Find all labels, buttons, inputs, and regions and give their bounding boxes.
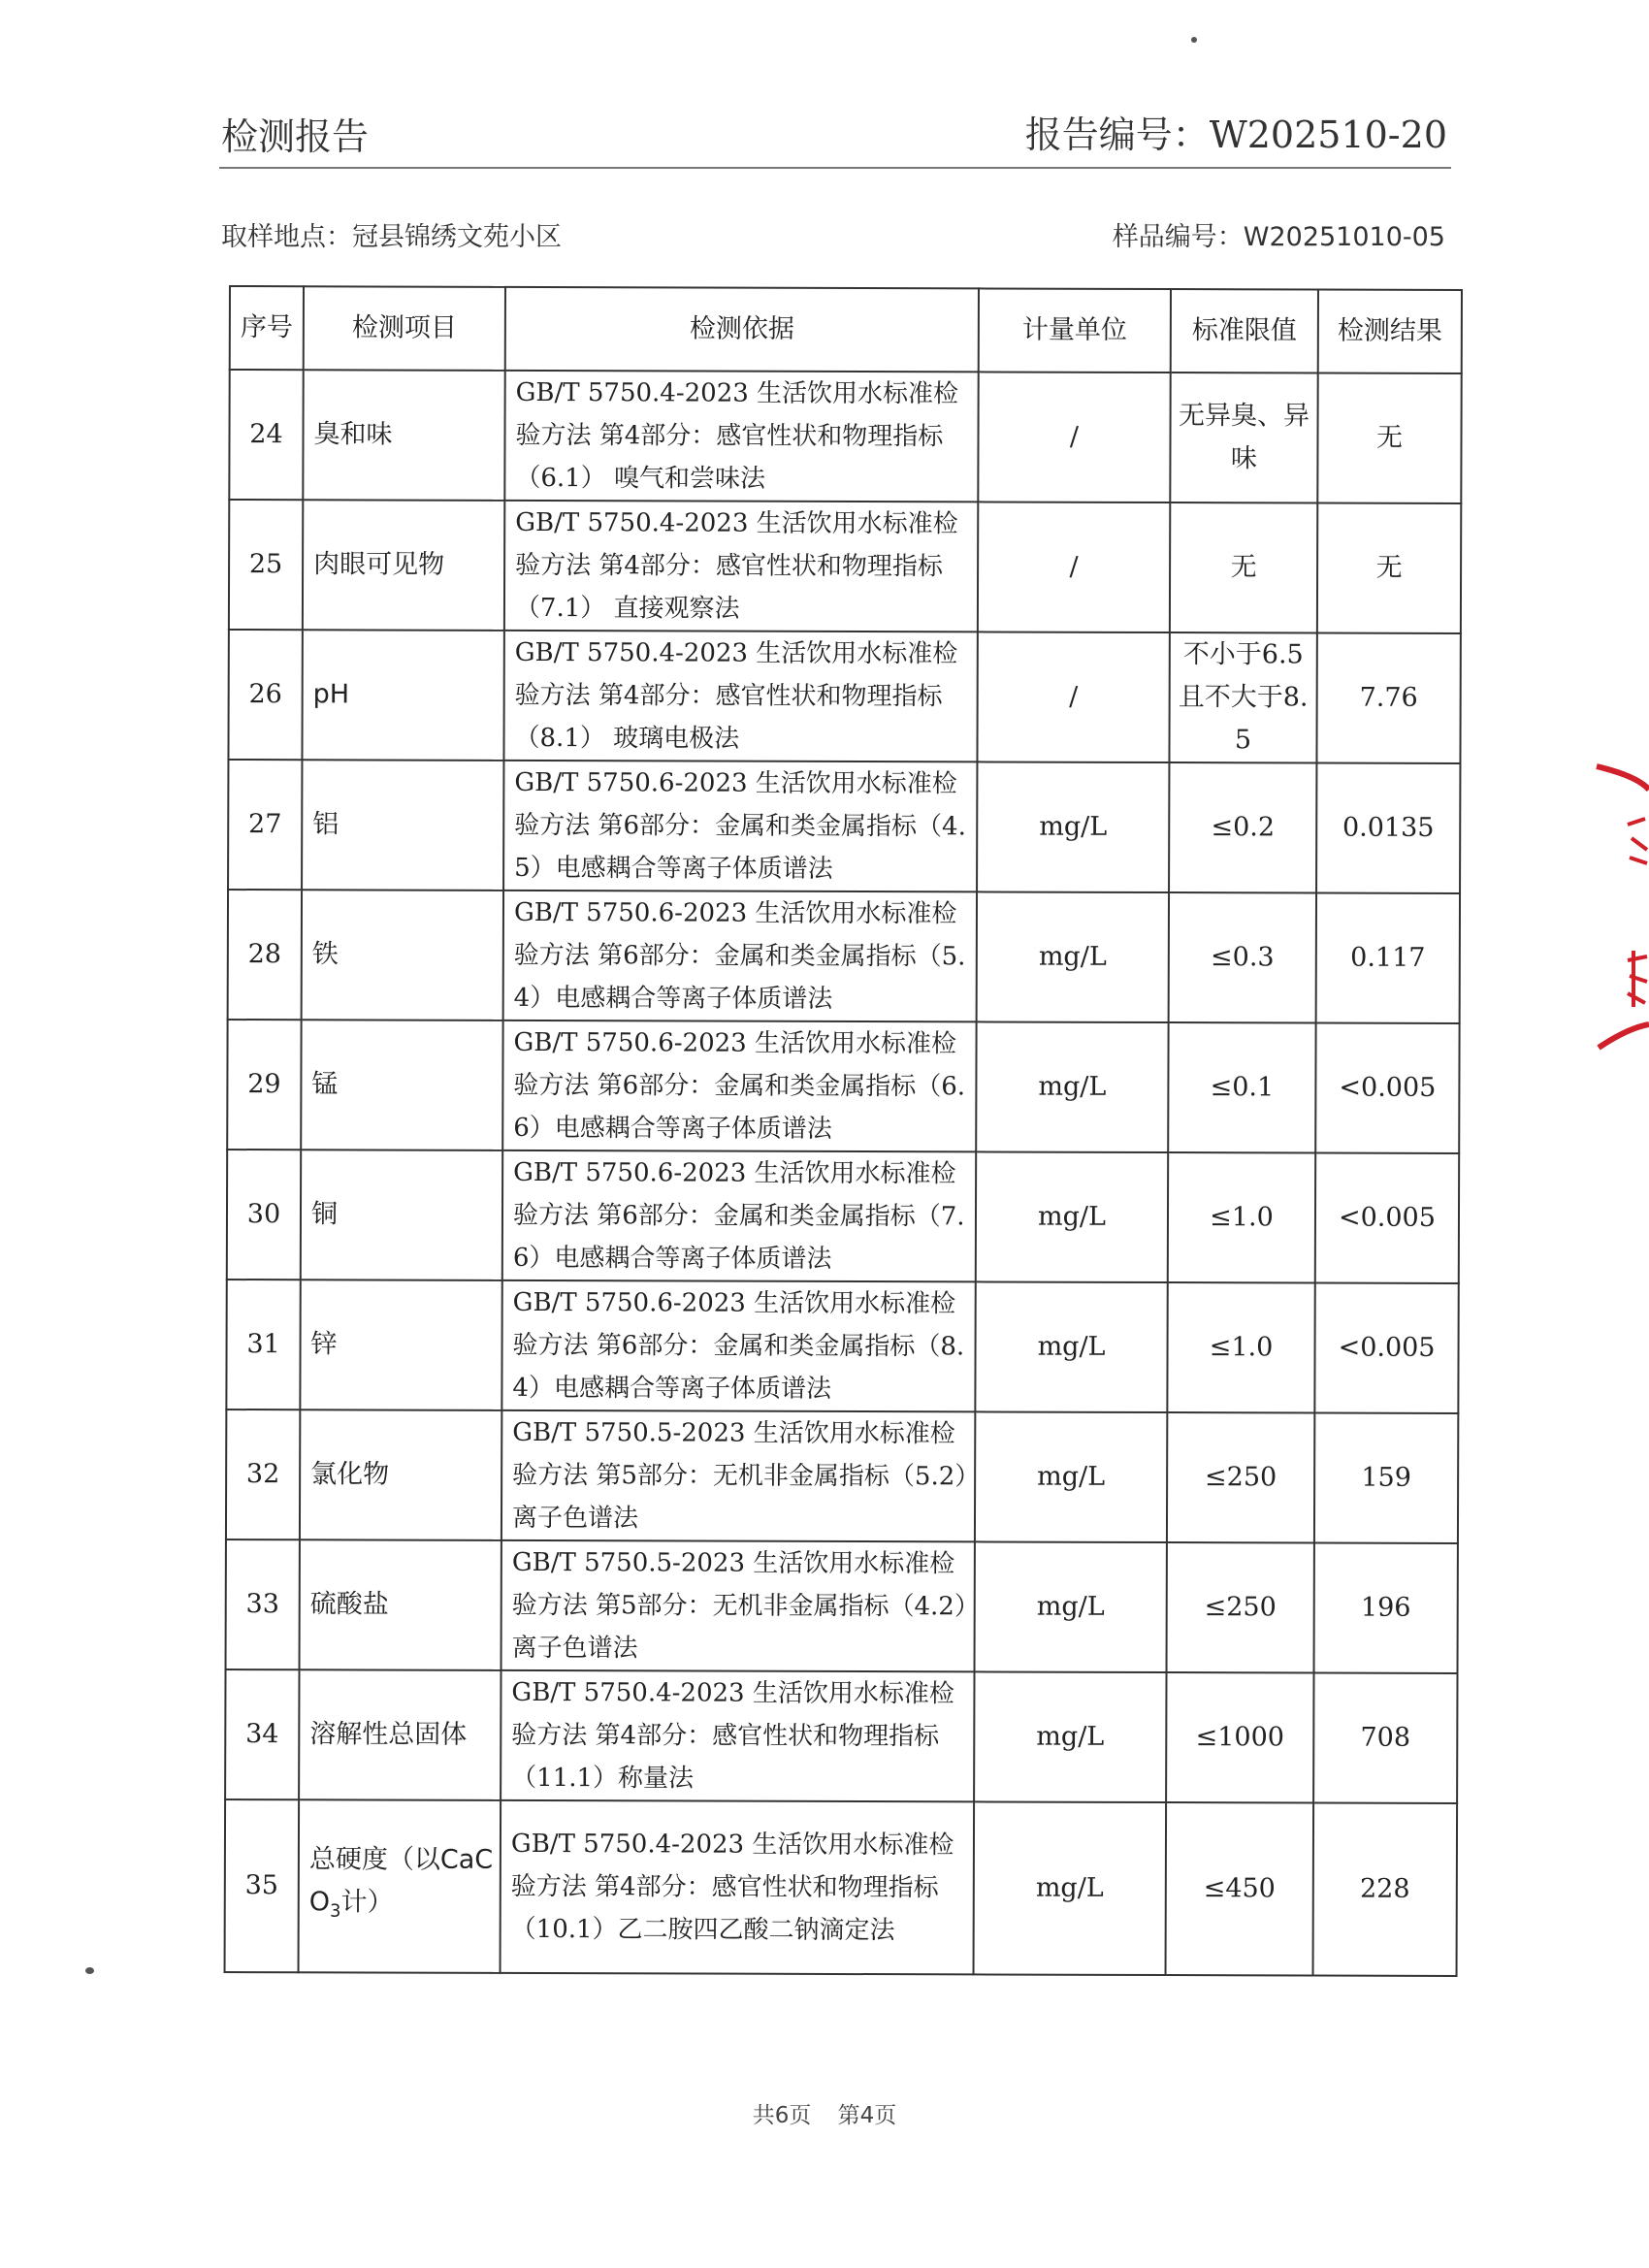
standard-limit: ≤450 [1166, 1802, 1314, 1975]
test-result: <0.005 [1315, 1023, 1459, 1153]
test-result: 无 [1317, 373, 1461, 503]
test-basis: GB/T 5750.4-2023 生活饮用水标准检验方法 第4部分：感官性状和物理指标（6.1） 嗅气和尝味法 [504, 371, 978, 502]
table-row [225, 1669, 1457, 1803]
table-row [226, 1539, 1458, 1673]
row-number: 24 [229, 370, 303, 500]
test-result: 708 [1313, 1673, 1457, 1803]
sampling-location: 取样地点：冠县锦绣文苑小区 [221, 222, 562, 252]
standard-limit: ≤0.2 [1169, 762, 1316, 892]
standard-limit: ≤250 [1167, 1542, 1314, 1672]
standard-limit: 无 [1170, 502, 1317, 632]
row-number: 32 [226, 1409, 300, 1539]
table-header-row [230, 286, 1462, 373]
seal-arc [1597, 766, 1649, 790]
unit: mg/L [975, 1541, 1167, 1672]
row-number: 27 [228, 760, 302, 890]
test-results-table [224, 285, 1463, 1977]
scan-speck [1191, 37, 1197, 43]
table-row [225, 1799, 1458, 1976]
standard-limit: ≤1.0 [1168, 1152, 1315, 1282]
test-basis: GB/T 5750.5-2023 生活饮用水标准检验方法 第5部分：无机非金属指标（5.2）离子色谱法 [501, 1410, 975, 1542]
unit: mg/L [977, 891, 1169, 1022]
test-result: 196 [1314, 1543, 1458, 1673]
column-header: 标准限值 [1171, 289, 1318, 373]
test-result: 无 [1317, 503, 1461, 633]
test-item: 氯化物 [300, 1409, 501, 1540]
unit: mg/L [977, 761, 1169, 892]
test-result: 159 [1314, 1413, 1458, 1543]
header-divider [219, 167, 1451, 169]
row-number: 31 [226, 1280, 300, 1409]
row-number: 26 [228, 630, 302, 760]
test-item [299, 1799, 501, 1973]
test-result: 0.0135 [1316, 763, 1460, 893]
table-row [228, 760, 1460, 893]
seal-glyph [1628, 951, 1647, 1007]
test-item: 锰 [301, 1020, 502, 1150]
table-row [226, 1409, 1458, 1543]
test-result: <0.005 [1315, 1153, 1459, 1283]
test-result: 0.117 [1316, 893, 1460, 1023]
table-row [227, 1150, 1459, 1283]
seal-glyph [1628, 819, 1647, 863]
test-item: 铜 [301, 1150, 502, 1280]
row-number: 29 [227, 1020, 301, 1150]
test-basis: GB/T 5750.4-2023 生活饮用水标准检验方法 第4部分：感官性状和物理指标（7.1） 直接观察法 [504, 501, 978, 632]
unit: mg/L [975, 1411, 1167, 1542]
table-row [229, 370, 1461, 503]
test-basis: GB/T 5750.6-2023 生活饮用水标准检验方法 第6部分：金属和类金属指标（5.4）电感耦合等离子体质谱法 [503, 891, 977, 1022]
standard-limit: ≤0.3 [1169, 892, 1316, 1022]
test-item: 锌 [300, 1280, 501, 1410]
test-basis: GB/T 5750.4-2023 生活饮用水标准检验方法 第4部分：感官性状和物理指标（11.1）称量法 [501, 1670, 974, 1802]
row-number: 33 [226, 1539, 300, 1669]
test-item-subscript: 3 [329, 1901, 341, 1923]
row-number: 30 [227, 1150, 301, 1280]
row-number: 25 [229, 500, 303, 630]
column-header: 计量单位 [979, 288, 1171, 373]
table-row [228, 890, 1460, 1023]
standard-limit: ≤250 [1167, 1412, 1314, 1542]
table-row [227, 1020, 1459, 1153]
row-number: 34 [225, 1669, 299, 1799]
test-item: 硫酸盐 [300, 1539, 501, 1670]
unit: / [978, 502, 1170, 632]
sample-number: 样品编号：W20251010-05 [1112, 222, 1445, 252]
table-row [226, 1280, 1458, 1413]
seal-stamp-fragment [1589, 757, 1649, 1067]
column-header: 检测项目 [304, 286, 505, 371]
standard-limit: ≤1000 [1166, 1672, 1313, 1802]
test-result: 228 [1313, 1803, 1458, 1976]
unit: mg/L [975, 1281, 1167, 1412]
test-item: 铁 [302, 890, 503, 1021]
unit: / [977, 632, 1169, 762]
test-basis: GB/T 5750.4-2023 生活饮用水标准检验方法 第4部分：感官性状和物理指标 （10.1）乙二胺四乙酸二钠滴定法 [501, 1800, 975, 1975]
standard-limit: 无异臭、异味 [1170, 373, 1317, 502]
table-body [225, 370, 1462, 1976]
table-row [229, 500, 1461, 633]
standard-limit: ≤1.0 [1167, 1282, 1314, 1412]
column-header: 检测结果 [1318, 290, 1462, 373]
test-item: 铝 [302, 760, 503, 891]
test-basis: GB/T 5750.6-2023 生活饮用水标准检验方法 第6部分：金属和类金属指标（8.4）电感耦合等离子体质谱法 [501, 1280, 975, 1412]
test-item-text: 总硬度（以CaCO [308, 1844, 494, 1918]
test-item: 溶解性总固体 [299, 1669, 501, 1800]
scan-speck [85, 1967, 94, 1974]
standard-limit: ≤0.1 [1168, 1022, 1315, 1152]
test-item: pH [302, 630, 503, 761]
test-item: 肉眼可见物 [303, 500, 504, 631]
test-item: 臭和味 [303, 370, 504, 501]
test-basis: GB/T 5750.6-2023 生活饮用水标准检验方法 第6部分：金属和类金属指标（7.6）电感耦合等离子体质谱法 [502, 1150, 976, 1282]
test-basis: GB/T 5750.6-2023 生活饮用水标准检验方法 第6部分：金属和类金属指标（6.6）电感耦合等离子体质谱法 [502, 1021, 976, 1152]
test-basis: GB/T 5750.6-2023 生活饮用水标准检验方法 第6部分：金属和类金属指标（4.5）电感耦合等离子体质谱法 [503, 761, 977, 892]
test-basis: GB/T 5750.4-2023 生活饮用水标准检验方法 第4部分：感官性状和物理指标（8.1） 玻璃电极法 [503, 631, 977, 762]
unit: / [978, 372, 1170, 502]
report-number: 报告编号：W202510-20 [1024, 113, 1447, 156]
test-basis: GB/T 5750.5-2023 生活饮用水标准检验方法 第5部分：无机非金属指标（4.2）离子色谱法 [501, 1540, 975, 1672]
unit: mg/L [974, 1671, 1166, 1802]
total-pages: 共6页 [752, 2103, 812, 2128]
table-row [228, 630, 1460, 763]
report-title: 检测报告 [221, 115, 370, 158]
seal-arc [1599, 1024, 1649, 1048]
unit: mg/L [974, 1801, 1167, 1975]
test-item-text-suffix: 计） [340, 1887, 394, 1918]
row-number: 35 [225, 1799, 300, 1972]
row-number: 28 [228, 890, 302, 1020]
unit: mg/L [976, 1151, 1168, 1282]
current-page: 第4页 [837, 2103, 897, 2128]
test-result: <0.005 [1314, 1283, 1458, 1413]
column-header: 检测依据 [505, 287, 979, 373]
unit: mg/L [976, 1021, 1168, 1152]
page-footer [0, 2097, 1649, 2129]
test-result: 7.76 [1316, 633, 1460, 763]
standard-limit: 不小于6.5且不大于8.5 [1169, 632, 1316, 762]
column-header: 序号 [230, 286, 304, 370]
